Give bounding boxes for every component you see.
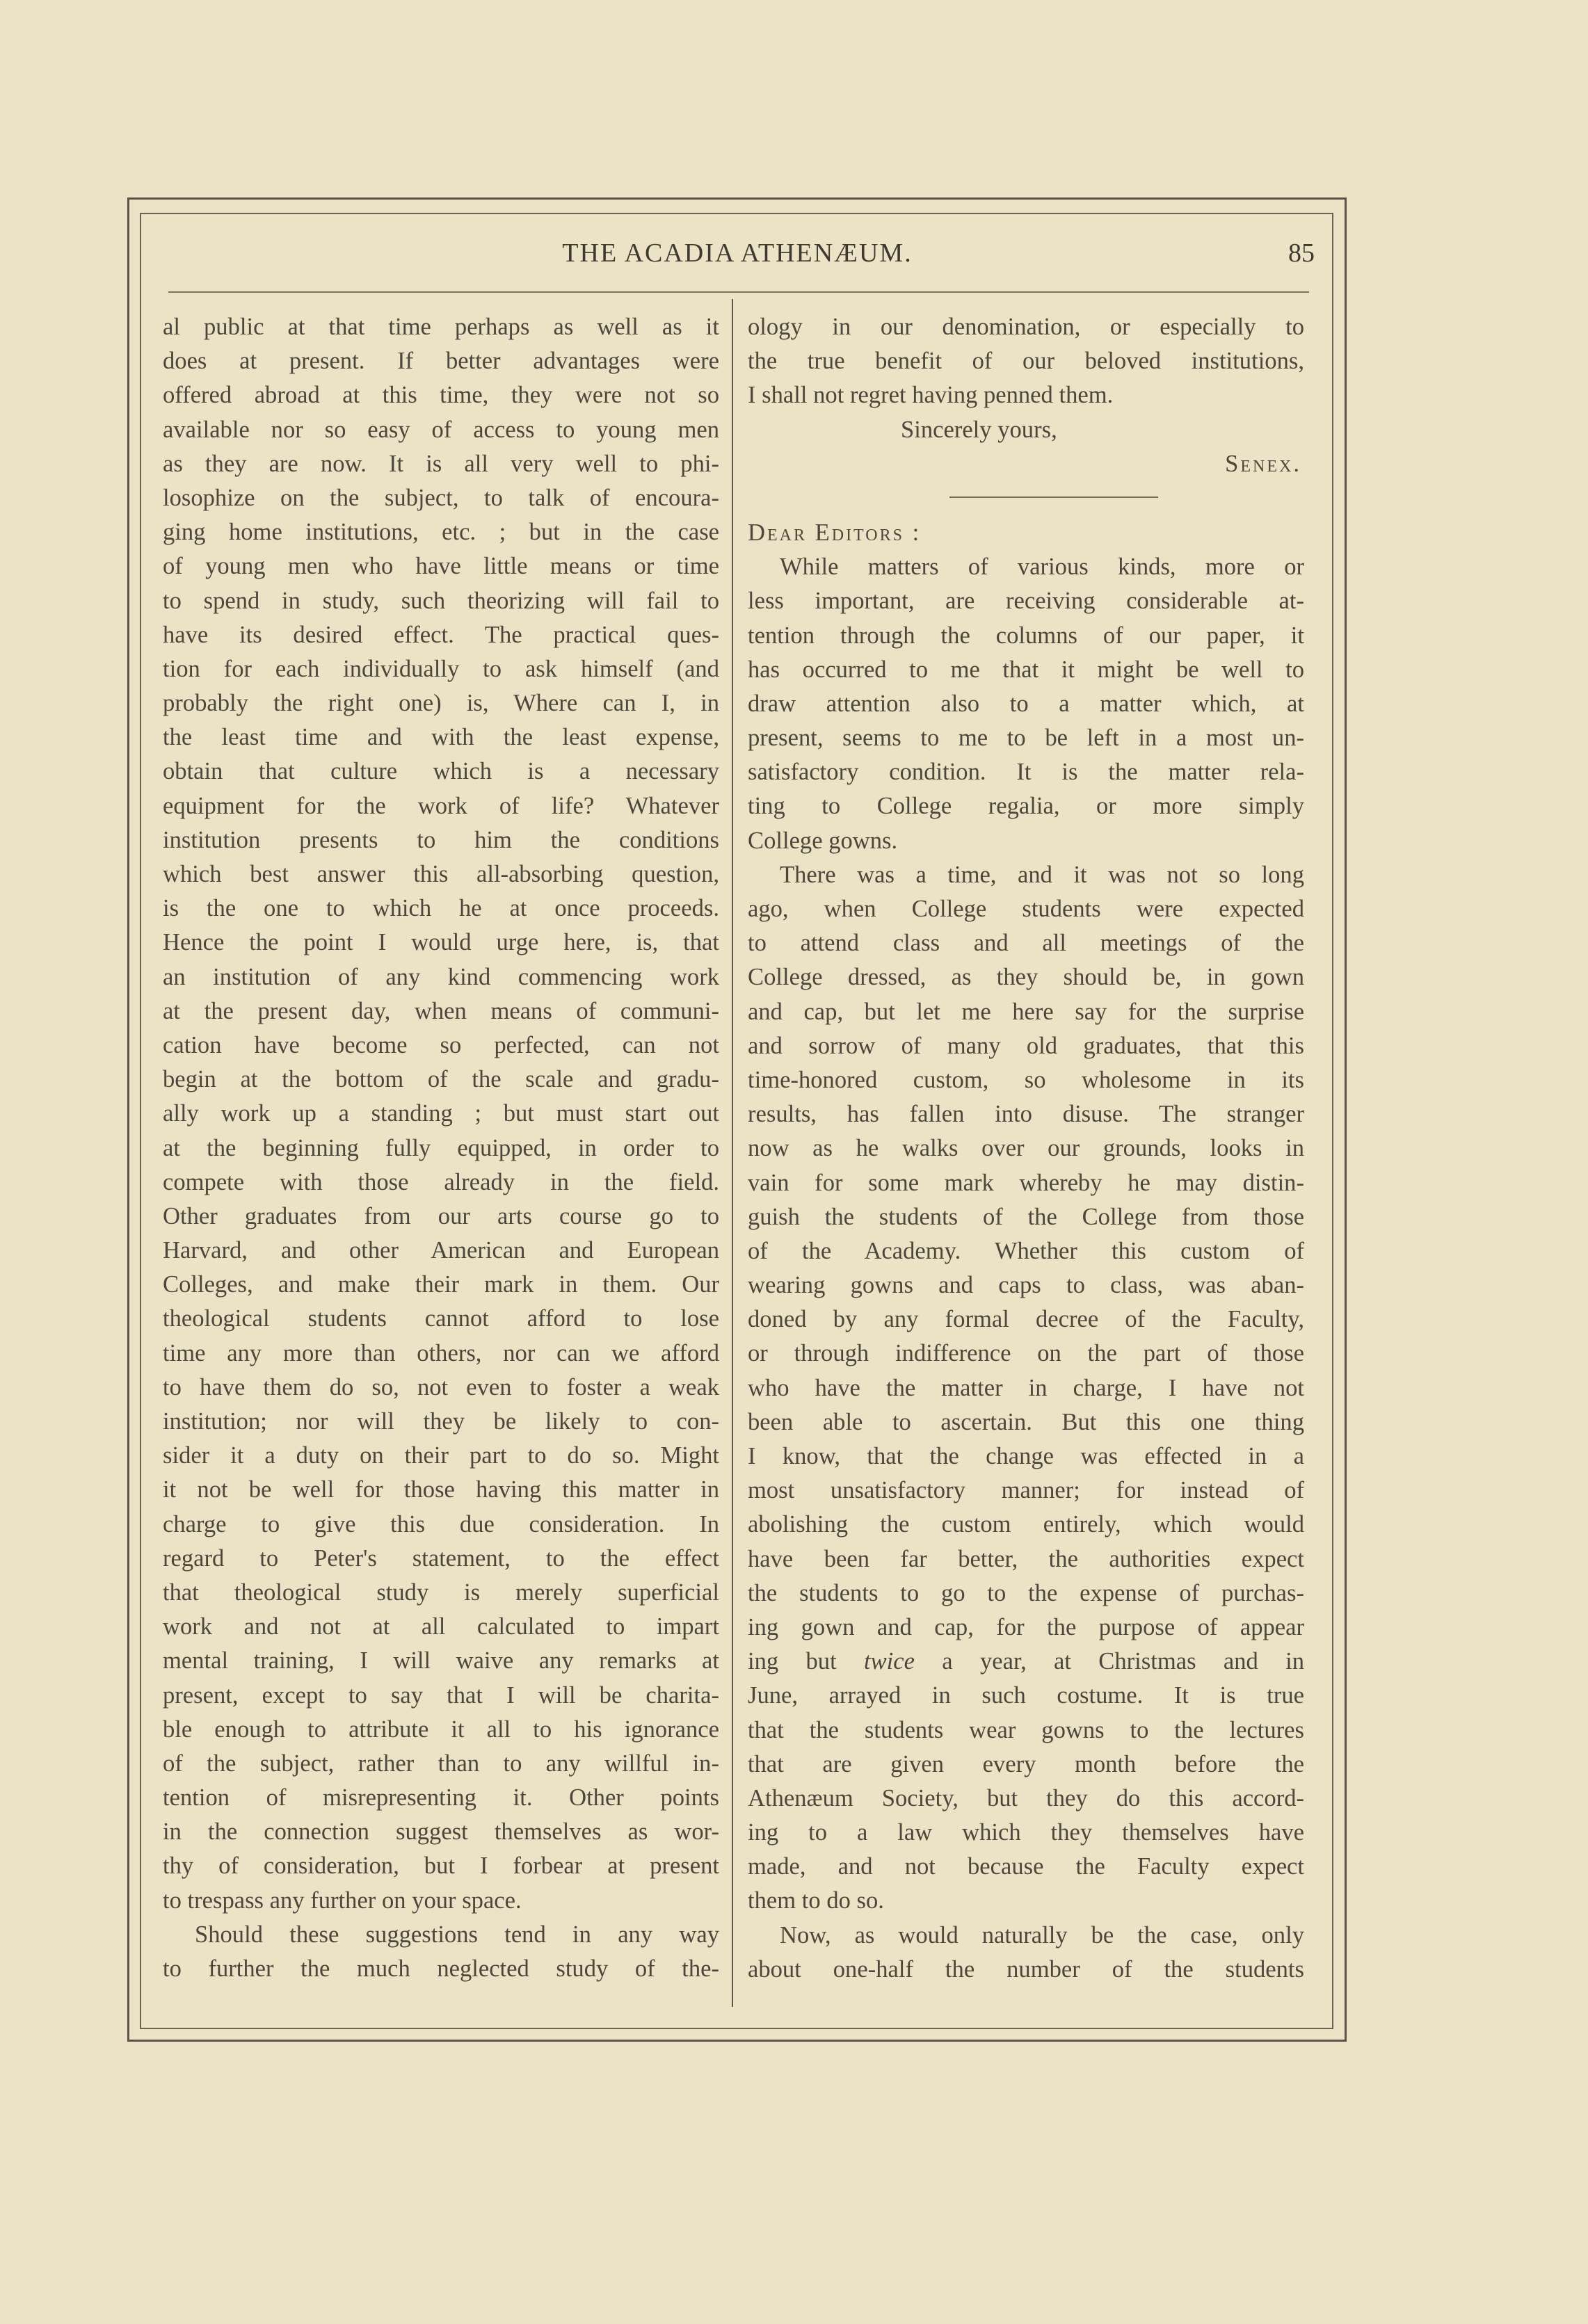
text-line: Athenæum Society, but they do this accord- (748, 1784, 1304, 1811)
italic-word: twice (864, 1648, 915, 1675)
text-line: probably the right one) is, Where can I, in (163, 690, 719, 717)
text-line: doned by any formal decree of the Faculty, (748, 1306, 1304, 1333)
section-rule (949, 497, 1158, 498)
text-line: institution; nor will they be likely to con- (163, 1408, 719, 1435)
text-line: been able to ascertain. But this one thing (748, 1408, 1304, 1435)
text-line: I shall not regret having penned them. (748, 382, 1114, 409)
text-fragment: a year, at Christmas and in (942, 1648, 1304, 1675)
text-line: wearing gowns and caps to class, was aban- (748, 1272, 1304, 1299)
text-line: it not be well for those having this matter in (163, 1476, 719, 1503)
text-line: work and not at all calculated to impart (163, 1613, 719, 1640)
text-line: of the Academy. Whether this custom of (748, 1237, 1304, 1264)
text-line: less important, are receiving considerable at- (748, 588, 1304, 615)
text-line: ting to College regalia, or more simply (748, 793, 1304, 820)
text-line: time any more than others, nor can we afford (163, 1339, 719, 1366)
text-line: ging home institutions, etc. ; but in the case (163, 519, 719, 546)
text-line: that the students wear gowns to the lectures (748, 1716, 1304, 1743)
text-line: is the one to which he at once proceeds. (163, 895, 719, 922)
salutation: Dear Editors : (748, 519, 922, 546)
text-line: institution presents to him the conditions (163, 826, 719, 853)
text-line: now as he walks over our grounds, looks in (748, 1135, 1304, 1162)
text-line: mental training, I will waive any remarks at (163, 1647, 719, 1675)
text-line: College gowns. (748, 827, 898, 854)
text-line: Now, as would naturally be the case, only (780, 1921, 1304, 1948)
text-line: of the subject, rather than to any willful in- (163, 1750, 719, 1777)
text-line: time-honored custom, so wholesome in its (748, 1066, 1304, 1093)
text-line: sider it a duty on their part to do so. Might (163, 1442, 719, 1469)
sign-off: Sincerely yours, (901, 416, 1057, 443)
text-line: the students to go to the expense of purchas- (748, 1579, 1304, 1606)
header-rule (168, 291, 1309, 293)
text-line: Colleges, and make their mark in them. Our (163, 1271, 719, 1298)
text-line: to spend in study, such theorizing will fail to (163, 587, 719, 614)
text-line: and cap, but let me here say for the surprise (748, 998, 1304, 1025)
text-line: them to do so. (748, 1887, 884, 1914)
text-line: or through indifference on the part of those (748, 1340, 1304, 1367)
text-line: ago, when College students were expected (748, 896, 1304, 922)
text-line: does at present. If better advantages were (163, 348, 719, 375)
text-line: I know, that the change was effected in a (748, 1443, 1304, 1469)
text-line: present, except to say that I will be charita- (163, 1681, 719, 1709)
text-line: abolishing the custom entirely, which would (748, 1511, 1304, 1538)
text-line: which best answer this all-absorbing question, (163, 861, 719, 887)
running-title: THE ACADIA ATHENÆUM. (562, 239, 913, 268)
text-line: who have the matter in charge, I have not (748, 1374, 1304, 1401)
text-line: the true benefit of our beloved institutions, (748, 348, 1304, 375)
text-line: ally work up a standing ; but must start out (163, 1100, 719, 1127)
text-line: to attend class and all meetings of the (748, 930, 1304, 957)
signature: Senex. (1225, 450, 1301, 477)
text-line: available nor so easy of access to young men (163, 416, 719, 443)
text-line: an institution of any kind commencing work (163, 963, 719, 990)
right-column (748, 310, 1304, 1987)
text-line: that are given every month before the (748, 1750, 1304, 1777)
text-line: of young men who have little means or time (163, 553, 719, 580)
text-line: ing gown and cap, for the purpose of appear (748, 1613, 1304, 1640)
text-line: ing to a law which they themselves have (748, 1819, 1304, 1846)
text-line: tion for each individually to ask himself (and (163, 655, 719, 682)
page-number: 85 (1288, 239, 1315, 268)
text-line: al public at that time perhaps as well as it (163, 314, 719, 340)
text-line: have its desired effect. The practical ques- (163, 621, 719, 648)
text-line: equipment for the work of life? Whatever (163, 792, 719, 819)
text-line: to further the much neglected study of the- (163, 1955, 719, 1982)
text-line: obtain that culture which is a necessary (163, 758, 719, 785)
text-line: about one-half the number of the students (748, 1955, 1304, 1983)
text-line: ble enough to attribute it all to his ignorance (163, 1716, 719, 1743)
text-line: that theological study is merely superficial (163, 1579, 719, 1606)
text-line: charge to give this due consideration. In (163, 1510, 719, 1538)
text-line: at the beginning fully equipped, in order to (163, 1134, 719, 1161)
text-line: While matters of various kinds, more or (780, 554, 1304, 581)
text-line: draw attention also to a matter which, at (748, 690, 1304, 717)
text-line: has occurred to me that it might be well to (748, 656, 1304, 683)
text-line: at the present day, when means of communi- (163, 997, 719, 1024)
text-line: ology in our denomination, or especially to (748, 314, 1304, 340)
text-line-with-italic (748, 1645, 1304, 1679)
text-line: Hence the point I would urge here, is, that (163, 929, 719, 956)
text-line: Harvard, and other American and European (163, 1237, 719, 1264)
text-line: have been far better, the authorities expect (748, 1545, 1304, 1572)
text-line: losophize on the subject, to talk of encoura- (163, 484, 719, 511)
text-line: compete with those already in the field. (163, 1168, 719, 1195)
page-header (160, 238, 1315, 280)
text-line: thy of consideration, but I forbear at present (163, 1853, 719, 1880)
text-line: to have them do so, not even to foster a weak (163, 1373, 719, 1401)
text-line: tention through the columns of our paper, it (748, 622, 1304, 649)
text-line: made, and not because the Faculty expect (748, 1853, 1304, 1880)
text-line: the least time and with the least expense, (163, 724, 719, 751)
text-line: tention of misrepresenting it. Other points (163, 1784, 719, 1811)
text-line: There was a time, and it was not so long (780, 861, 1304, 888)
text-line: to trespass any further on your space. (163, 1887, 522, 1914)
text-line: offered abroad at this time, they were not so (163, 382, 719, 409)
text-line: present, seems to me to be left in a most un- (748, 725, 1304, 752)
text-line: Other graduates from our arts course go to (163, 1202, 719, 1229)
column-divider (732, 299, 733, 2007)
text-line: College dressed, as they should be, in gown (748, 964, 1304, 991)
text-line: theological students cannot afford to lose (163, 1305, 719, 1332)
text-line: most unsatisfactory manner; for instead of (748, 1477, 1304, 1504)
left-column (163, 310, 719, 1986)
text-line: vain for some mark whereby he may distin- (748, 1169, 1304, 1196)
text-line: Should these suggestions tend in any way (195, 1921, 719, 1948)
text-fragment: ing but (748, 1648, 837, 1675)
text-line: regard to Peter's statement, to the effect (163, 1544, 719, 1572)
text-line: June, arrayed in such costume. It is true (748, 1682, 1304, 1709)
text-line: as they are now. It is all very well to phi- (163, 450, 719, 477)
text-line: and sorrow of many old graduates, that this (748, 1032, 1304, 1059)
text-line: in the connection suggest themselves as wor- (163, 1818, 719, 1846)
text-line: guish the students of the College from those (748, 1203, 1304, 1230)
text-line: begin at the bottom of the scale and gradu- (163, 1066, 719, 1093)
text-line: cation have become so perfected, can not (163, 1031, 719, 1058)
text-line: results, has fallen into disuse. The stranger (748, 1101, 1304, 1128)
text-line: satisfactory condition. It is the matter rela- (748, 759, 1304, 786)
